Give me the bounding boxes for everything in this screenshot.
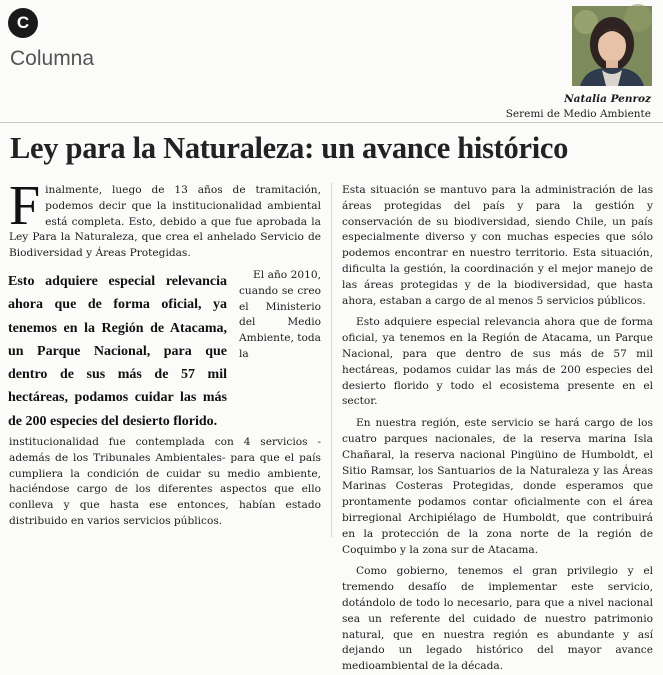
author-role: Seremi de Medio Ambiente [505,108,651,120]
article-headline: Ley para la Naturaleza: un avance histórico [10,131,569,165]
section-label: Columna [10,47,95,70]
paragraph-6: Como gobierno, tenemos el gran privilegio y el tremendo desafío de implementar este servicio, dotándolo de todo lo necesario, para que a nivel nacional sea un referente del cuidado de nuestro patrimonio natural, que en nuestra región es abundante y así dejando un legado histórico del mayor avance medioambiental de la década. [342,565,653,673]
author-byline [506,92,651,122]
column-badge: C [8,8,38,38]
paragraph-2: Esto adquiere especial relevancia ahora que de forma oficial, ya tenemos en la Región de Atacama, un Parque Nacional, para que dentro de sus más de 57 mil hectáreas, podamos cuidar las más de 200 especies del desierto florido. El año 2010, cuando se creo el Ministerio del Medio Ambiente, toda la institucionalidad fue contemplada con 4 servicios - además de los Tribunales Ambientales- para que el país cumpliera la condición de cuidar su medio ambiente, haciéndose cargo de los diferentes aspectos que ello conlleva y que hasta ese entonces, habían estado distribuido en varios servicios públicos. [8,268,321,528]
pull-quote: Esto adquiere especial relevancia ahora que de forma oficial, ya tenemos en la Región de Atacama, un Parque Nacional, para que dentro de sus más de 57 mil hectáreas, podamos cuidar las más de 200 especies del desierto florido. [8,273,227,429]
paragraph-5: En nuestra región, este servicio se hará cargo de los cuatro parques nacionales, de la reserva marina Isla Chañaral, la reserva nacional Pingüino de Humboldt, el Sitio Ramsar, los Santuarios de la Naturaleza y las Áreas Marinas Costeras Protegidas, donde esperamos que prontamente podamos contar oficialmente con el área birregional Archipiélago de Humboldt, que contribuirá en la protección de la zona norte de la región de Coquimbo y la zona sur de Atacama. [342,417,653,556]
article-column-left [8,175,321,536]
article-column-right [342,183,653,675]
paragraph-1: Finalmente, luego de 13 años de tramitación, podemos decir que la institucionalidad ambiental está completa. Esto, debido a que fue aprobada la Ley Para la Naturaleza, que crea el anhelado Servicio de Biodiversidad y Áreas Protegidas. [9,175,321,260]
drop-cap: F [9,175,41,237]
author-name: Natalia Penroz [564,93,651,105]
paragraph-3-continued: Esta situación se mantuvo para la administración de las áreas protegidas del país y para la gestión y conservación de su biodiversidad, siendo Chile, un país especialmente diverso y con muchas especies que sólo podemos encontrar en nuestro territorio. Esta situación, dificulta la gestión, la coordinación y el mejor manejo de las áreas protegidas y de la biodiversidad, que hasta ahora, estaban a cargo de al menos 5 servicios públicos. [342,184,653,307]
paragraph-4: Esto adquiere especial relevancia ahora que de forma oficial, ya tenemos en la Región de Atacama, un Parque Nacional, para que dentro de sus más de 57 mil hectáreas, podamos cuidar las más de 200 especies del desierto florido y todo el ecosistema presente en el sector. [342,316,653,408]
header-rule [0,122,663,123]
author-photo [572,6,652,86]
author-portrait-illustration [572,6,652,86]
column-divider [331,183,332,537]
